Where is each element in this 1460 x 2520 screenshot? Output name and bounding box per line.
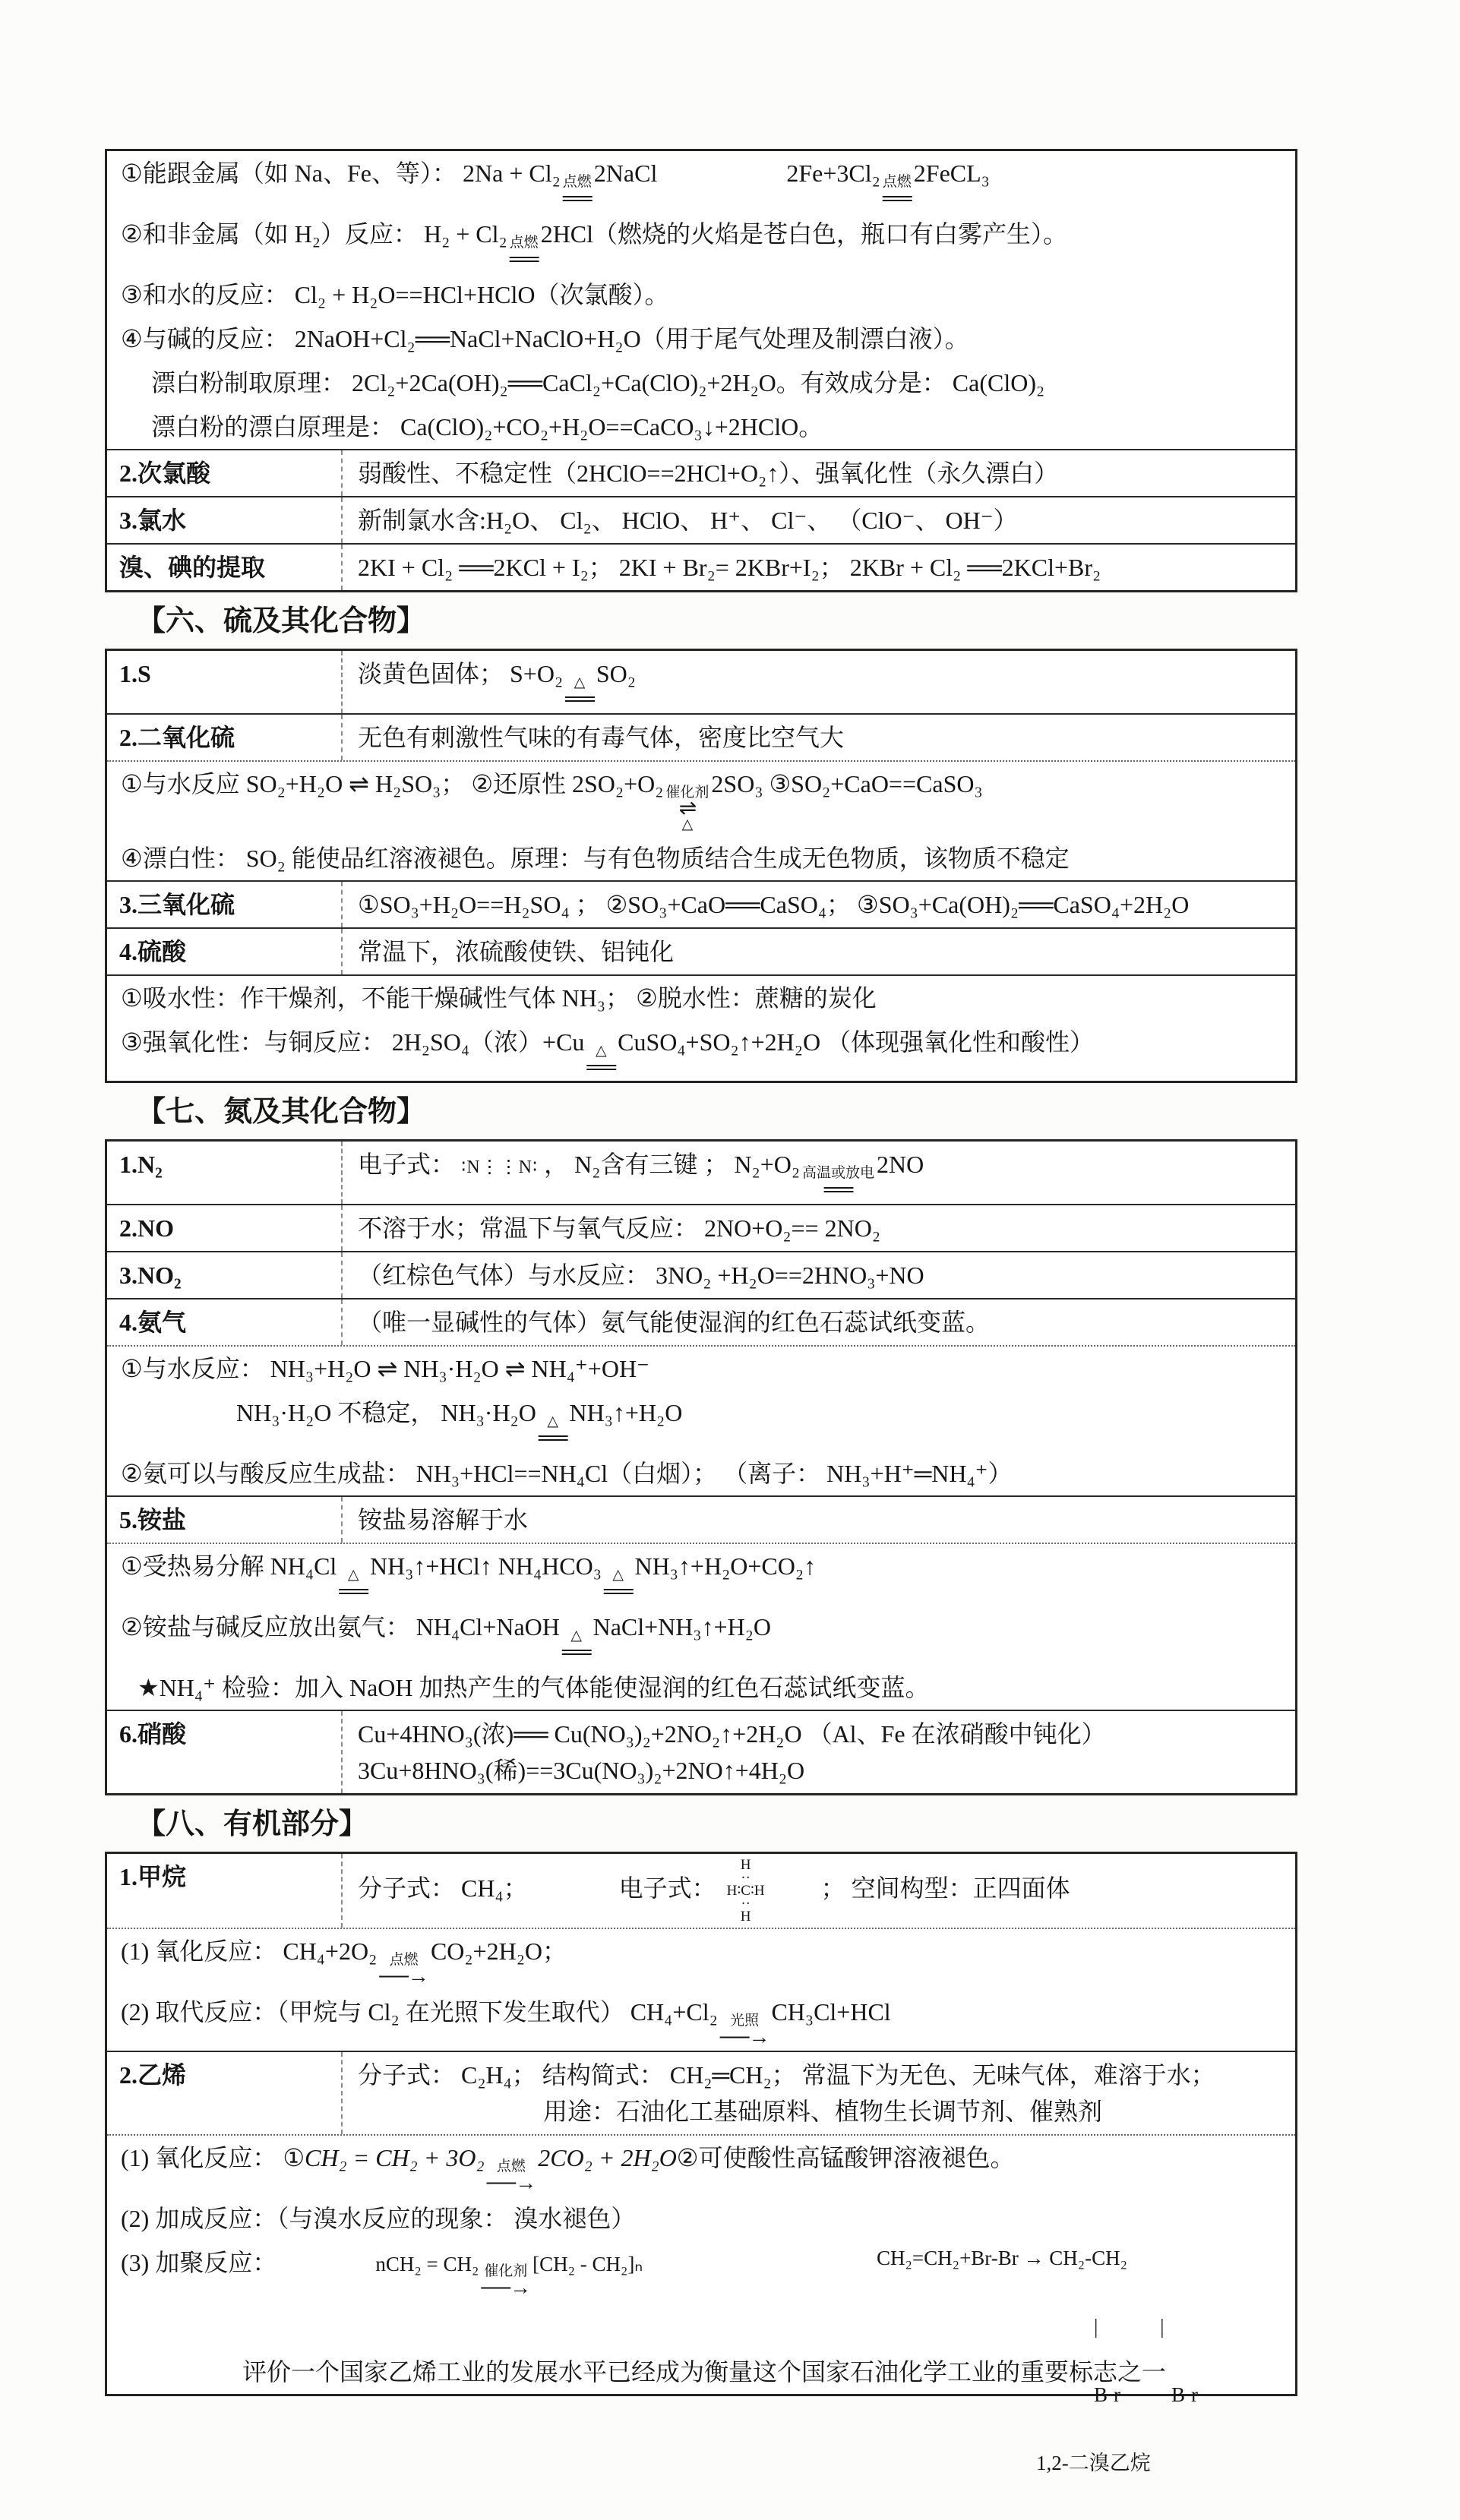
text-segment: ③强氧化性：与铜反应： 2H₂SO₄（浓）+Cu [121,1028,585,1056]
text-segment: 2Fe+3Cl₂ [786,159,880,187]
condition-text: △ [347,1567,359,1583]
electron-formula-line: H [740,1909,751,1925]
reaction-condition-high-temp [802,1165,875,1202]
condition-text: 催化剂 [484,2263,528,2279]
text-segment: ①能跟金属（如 Na、Fe、等）： 2Na + Cl₂ [121,159,561,187]
condition-line: ──→ [486,2171,536,2195]
text-segment: SO₂ [596,660,636,687]
equation-segment: CH₂ = CH₂ + 3O₂ [305,2144,485,2171]
row-value: 常温下，浓硫酸使铁、铝钝化 [358,938,675,965]
text-segment: 2NO [877,1151,924,1178]
text-segment: CO₂+2H₂O； [430,1937,567,1965]
table-row-chlorine-water [107,496,1295,543]
reaction-condition-delta [604,1568,633,1601]
row-label: 3.氯水 [107,497,343,543]
ethylene-uses-line: 用途：石油化工基础原料、植物生长调节剂、催熟剂 [542,2098,1102,2125]
condition-line: ══ [565,687,594,711]
electron-formula-line: ·· [741,1870,751,1886]
row-label: 1.S [107,651,343,713]
text-segment: (2) 取代反应：（甲烷与 Cl₂ 在光照下发生取代） CH₄+Cl₂ [121,1998,718,2026]
table-row-nitric-acid [107,1710,1295,1793]
text-segment: 2SO₃ ③SO₂+CaO==CaSO₃ [711,770,983,797]
reaction-condition-delta [586,1044,615,1077]
text-segment: ③和水的反应： Cl₂ + H₂O==HCl+HClO（次氯酸）。 [121,281,669,308]
text-segment: ④与碱的反应： 2NaOH+Cl₂══NaCl+NaClO+H₂O（用于尾气处理及制漂白液）。 [121,325,969,352]
row-value: ①SO₃+H₂O==H₂SO₄ ； ②SO₃+CaO══CaSO₄； ③SO₃+Ca(OH)₂══CaSO₄+2H₂O [358,891,1190,918]
reaction-condition-ignite [510,235,539,269]
text-segment: NaCl+NH₃↑+H₂O [593,1613,771,1641]
row-value: 新制氯水含:H₂O、 Cl₂、 HClO、 H⁺、 Cl⁻、 （ClO⁻、 OH⁻） [358,507,1018,534]
row-value: 无色有刺激性气味的有毒气体，密度比空气大 [358,724,845,751]
table-row-bromine-iodine-extraction [107,543,1295,590]
reaction-condition-delta [562,1628,591,1662]
table-row-n2 [107,1142,1295,1204]
table-row-sulfuric-acid [107,927,1295,974]
reaction-condition-delta [539,1414,567,1448]
text-segment: ①吸水性：作干燥剂，不能干燥碱性气体 NH₃； ②脱水性：蔗糖的炭化 [121,984,877,1012]
table-row-no [107,1204,1295,1251]
equation-line-ethylene-oxidation [107,2134,1295,2196]
methane-electron-formula [727,1858,765,1923]
condition-line: ──→ [481,2276,531,2300]
row-value [343,1854,1295,1928]
structure-caption: 1,2-二溴乙烷 [1036,2452,1151,2474]
row-label: 4.氨气 [107,1299,343,1345]
text-segment: (1) 氧化反应： CH₄+2O₂ [121,1937,378,1965]
reaction-condition-ignite [487,2159,536,2193]
equation-line-so2-bleaching [107,836,1295,880]
row-label: 3.NO₂ [107,1252,343,1298]
chemistry-notes-page [105,149,1297,2474]
equation-line-methane-substitution [107,1990,1295,2051]
equation-line-nh3h2o-unstable [107,1391,1295,1451]
equation-line-dilute-hno3: 3Cu+8HNO₃(稀)==3Cu(NO₃)₂+2NO↑+4H₂O [358,1757,805,1784]
text-segment: NH₃↑+HCl↑ NH₄HCO₃ [370,1552,602,1580]
note-line-nh4-test [107,1666,1295,1710]
text-segment: NH₃↑+H₂O [569,1399,683,1426]
row-value [343,1711,1295,1793]
ethylene-formula-line: 分子式： C₂H₄； 结构简式： CH₂═CH₂； 常温下为无色、无味气体，难溶于水； [358,2061,1215,2089]
text-segment: ①受热易分解 NH₄Cl [121,1552,337,1580]
row-label: 1.甲烷 [107,1854,343,1928]
text-segment: 电子式： [358,1151,456,1178]
condition-line: ══ [603,1580,633,1603]
table-row-ammonium-salt [107,1495,1295,1543]
reaction-condition-catalyst [481,2263,531,2300]
polymer-equation [375,2253,643,2300]
condition-text-below: △ [681,816,694,832]
structure-br-line: Br Br [1094,2383,1204,2406]
row-label: 2.NO [107,1205,343,1251]
condition-text: 点燃 [562,174,592,190]
n2-electron-formula: ∶N⋮⋮N∶ [461,1157,539,1177]
condition-line: ══ [561,1641,591,1664]
table-row-sulfur-trioxide [107,880,1295,927]
organic-table [105,1852,1297,2474]
text-segment: CH₃Cl+HCl [771,1998,891,2026]
equation-segment: nCH₂ = CH₂ [375,2253,479,2275]
text-segment: 2FeCL₃ [913,159,990,187]
text-segment: 2NaCl [593,159,658,187]
row-label: 6.硝酸 [107,1711,343,1793]
condition-line: ══ [339,1580,368,1603]
row-label: 溴、碘的提取 [107,545,343,590]
row-value: （唯一显碱性的气体）氨气能使湿润的红色石蕊试纸变蓝。 [358,1309,991,1336]
equation-line-base-reaction [107,317,1295,361]
nitrogen-table [105,1139,1297,1795]
condition-text: △ [612,1567,624,1583]
text-segment: 2HCl（燃烧的火焰是苍白色，瓶口有白雾产生）。 [540,220,1068,248]
row-label: 2.次氯酸 [107,450,343,496]
text-segment: ②铵盐与碱反应放出氨气： NH₄Cl+NaOH [121,1613,560,1641]
text-segment: ①与水反应： NH₃+H₂O ⇌ NH₃·H₂O ⇌ NH₄⁺+OH⁻ [121,1355,649,1382]
equation-line-nh3-water [107,1345,1295,1391]
row-value [343,651,1295,713]
text-segment: CuSO₄+SO₂↑+2H₂O （体现强氧化性和酸性） [618,1028,1095,1056]
condition-text: 高温或放电 [802,1165,875,1181]
text-segment: (1) 氧化反应： ① [121,2144,305,2171]
text-segment: 漂白粉的漂白原理是： Ca(ClO)₂+CO₂+H₂O==CaCO₃↓+2HClO。 [151,413,823,441]
equation-line-ammonium-decompose [107,1543,1295,1605]
text-segment: 淡黄色固体； S+O₂ [358,660,564,687]
equation-line-water-reaction [107,273,1295,317]
dibromoethane-structure [877,2201,1204,2520]
condition-text: 点燃 [389,1952,419,1968]
table-row-sulfur [107,651,1295,713]
condition-text: 点燃 [496,2158,526,2174]
condition-line: ──→ [379,1965,428,1988]
electron-formula-line: H∶C∶H [726,1883,765,1899]
text-segment: 分子式： CH₄； [358,1874,528,1902]
text-segment: NH₃↑+H₂O+CO₂↑ [634,1552,816,1580]
condition-line: ══ [562,187,592,210]
text-segment: (2) 加成反应：（与溴水反应的现象： 溴水褪色） [121,2205,636,2232]
reaction-condition-catalyst [665,785,709,832]
table-row-hypochlorous-acid [107,449,1295,496]
text-segment: 漂白粉制取原理： 2Cl₂+2Ca(OH)₂══CaCl₂+Ca(ClO)₂+2H₂O。有效成分是： Ca(ClO)₂ [151,369,1045,396]
condition-text: △ [547,1413,558,1429]
structure-line: CH₂=CH₂+Br-Br → CH₂-CH₂ [877,2247,1128,2269]
table-row-ethylene [107,2051,1295,2134]
condition-text: 催化剂 [665,785,709,801]
sulfur-table [105,649,1297,1083]
text-segment: ①与水反应 SO₂+H₂O ⇌ H₂SO₃； ②还原性 2SO₂+O₂ [121,770,664,797]
row-label: 4.硫酸 [107,929,343,974]
section-heading-sulfur: 【六、硫及其化合物】 [137,605,426,637]
equation-line-metal-reaction [107,151,1295,212]
row-value: 铵盐易溶解于水 [358,1506,529,1533]
table-row-ammonia [107,1298,1295,1345]
condition-text: △ [574,674,586,690]
condition-text: 光照 [730,2013,760,2029]
row-value [343,2052,1295,2134]
row-value [343,1142,1295,1204]
reaction-condition-ignite [883,175,912,208]
text-segment: ②和非金属（如 H₂）反应： H₂ + Cl₂ [121,220,507,248]
equation-line-nh3-acid [107,1451,1295,1495]
text-segment: 电子式： [618,1874,716,1902]
condition-line: ══ [882,187,912,210]
text-segment: ★NH₄⁺ 检验：加入 NaOH 加热产生的气体能使湿润的红色石蕊试纸变蓝。 [137,1674,930,1701]
text-segment: ②氨可以与酸反应生成盐： NH₃+HCl==NH₄Cl（白烟）； （离子： NH₃+H⁺═NH₄⁺） [121,1460,1013,1487]
text-segment: NH₃·H₂O 不稳定， NH₃·H₂O [236,1399,536,1426]
reaction-condition-delta [339,1568,368,1601]
table-row-no2 [107,1251,1295,1298]
chlorine-table [105,149,1297,592]
reaction-condition-light [720,2013,770,2047]
equation-line-h2so4-hygroscopic [107,974,1295,1020]
equation-line-bleaching-powder-production [107,361,1295,405]
row-value: （红棕色气体）与水反应： 3NO₂ +H₂O==2HNO₃+NO [358,1262,924,1289]
condition-line: ⇌ [678,797,697,820]
equation-line-so2-water [107,760,1295,836]
section-heading-nitrogen: 【七、氮及其化合物】 [137,1096,426,1128]
condition-line: ══ [823,1178,853,1202]
equation-segment: [CH₂ - CH₂]ₙ [532,2253,643,2275]
condition-line: ──→ [719,2026,770,2049]
condition-text: 点燃 [882,174,912,190]
condition-text: 点燃 [509,235,539,251]
structure-bonds-line: | | [1094,2315,1171,2338]
condition-text: △ [595,1043,607,1059]
row-value: 2KI + Cl₂ ══2KCl + I₂； 2KI + Br₂= 2KBr+I₂； 2KBr + Cl₂ ══2KCl+Br₂ [358,554,1101,581]
condition-line: ══ [586,1056,616,1079]
equation-line-nonmetal-reaction [107,212,1295,273]
text-segment: (3) 加聚反应： [121,2249,277,2276]
equation-line-methane-oxidation [107,1928,1295,1990]
text-segment: 评价一个国家乙烯工业的发展水平已经成为衡量这个国家石油化学工业的重要标志之一 [242,2358,1166,2386]
electron-formula-line: ·· [741,1896,751,1912]
row-value: 不溶于水；常温下与氧气反应： 2NO+O₂== 2NO₂ [358,1214,881,1242]
condition-text: △ [570,1628,583,1644]
text-segment: ； 空间构型：正四面体 [820,1874,1070,1902]
equation-line-concentrated-hno3: Cu+4HNO₃(浓)══ Cu(NO₃)₂+2NO₂↑+2H₂O （Al、Fe 在浓硝酸中钝化） [358,1720,1106,1748]
row-value: 弱酸性、不稳定性（2HClO==2HCl+O₂↑）、强氧化性（永久漂白） [358,459,1059,487]
row-label: 2.二氧化硫 [107,715,343,760]
table-row-sulfur-dioxide [107,713,1295,760]
row-label: 1.N₂ [107,1142,343,1204]
text-segment: ， N₂含有三键 ； N₂+O₂ [544,1151,801,1178]
equation-segment: 2CO₂ + 2H₂O [538,2144,677,2171]
text-segment: ②可使酸性高锰酸钾溶液褪色。 [676,2144,1015,2171]
table-row-methane [107,1854,1295,1928]
row-label: 3.三氧化硫 [107,882,343,927]
equation-line-ammonium-base [107,1605,1295,1666]
section-heading-organic: 【八、有机部分】 [137,1808,368,1840]
reaction-condition-delta [565,675,594,709]
condition-line: ══ [509,248,539,271]
reaction-condition-ignite [563,175,592,208]
electron-formula-line: H [740,1857,751,1873]
condition-line: ══ [538,1426,567,1450]
text-segment: ④漂白性： SO₂ 能使品红溶液褪色。原理：与有色物质结合生成无色物质，该物质不稳定 [121,845,1070,872]
equation-line-h2so4-oxidizing [107,1020,1295,1081]
row-label: 2.乙烯 [107,2052,343,2134]
reaction-condition-ignite [379,1953,428,1986]
equation-line-bleaching-principle [107,405,1295,449]
row-label: 5.铵盐 [107,1497,343,1543]
